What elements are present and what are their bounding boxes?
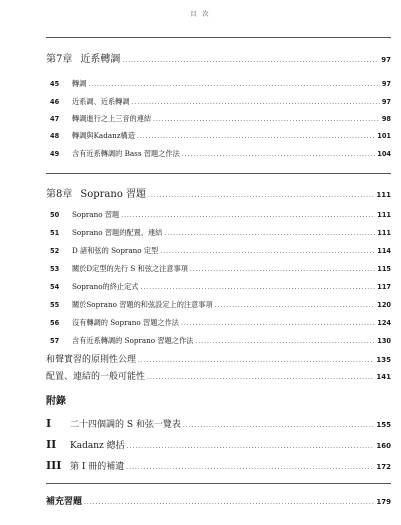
appendix-entry [0, 459, 401, 473]
leader-dots [84, 499, 374, 506]
toc-section-entry [0, 79, 401, 93]
section-number: 52 [50, 247, 60, 255]
page-number: 97 [381, 80, 391, 88]
section-number: 45 [50, 80, 60, 88]
section-title: 沒有轉調的 Soprano 習題之作法 [72, 318, 179, 327]
toc-general-entry [0, 352, 401, 366]
section-number: 53 [50, 265, 60, 273]
chapter-8-entry [0, 185, 401, 199]
page-number: 115 [377, 265, 391, 273]
toc-section-entry [0, 228, 401, 242]
page-number: 130 [377, 337, 391, 345]
page-number: 111 [377, 229, 391, 237]
supplement-entry [0, 494, 401, 508]
section-number: 57 [50, 337, 60, 345]
leader-dots [153, 116, 380, 123]
chapter-label: 第8章 [46, 189, 73, 200]
leader-dots [215, 302, 376, 309]
chapter-label: 第7章 [46, 54, 73, 65]
page-number: 97 [381, 56, 391, 64]
page-number: 98 [381, 115, 391, 123]
leader-dots [195, 338, 375, 345]
toc-section-entry [0, 149, 401, 163]
page-number: 117 [377, 283, 391, 291]
entry-title: Kadanz 總括 [70, 441, 125, 451]
section-number: 49 [50, 150, 60, 158]
appendix-numeral: III [46, 459, 62, 472]
page-number: 111 [377, 211, 391, 219]
section-title: 近系調、近系轉調 [72, 97, 130, 106]
chapter-7-entry [0, 50, 401, 64]
leader-dots [138, 357, 374, 364]
section-title: 關於D定型的先行 S 和弦之注意事項 [72, 264, 188, 273]
appendix-numeral: II [46, 438, 57, 451]
entry-title: 和聲實習的原則性公理 [46, 355, 137, 365]
page-number: 179 [376, 498, 391, 506]
section-number: 50 [50, 211, 60, 219]
page-number: 101 [377, 132, 391, 140]
leader-dots [127, 443, 375, 450]
leader-dots [88, 81, 379, 88]
section-number: 47 [50, 115, 60, 123]
leader-dots [164, 230, 375, 237]
page-number: 120 [377, 301, 391, 309]
page-number: 97 [381, 98, 391, 106]
page-number: 111 [376, 191, 391, 199]
leader-dots [190, 266, 375, 273]
toc-section-entry [0, 336, 401, 350]
appendix-heading: 附錄 [46, 396, 66, 407]
toc-section-entry [0, 264, 401, 278]
divider [46, 173, 391, 174]
chapter-title: Soprano 習題 [80, 189, 147, 200]
section-number: 46 [50, 98, 60, 106]
section-number: 56 [50, 319, 60, 327]
page-number: 104 [377, 150, 391, 158]
entry-title: 二十四個調的 S 和弦一覽表 [70, 420, 181, 430]
running-header: 目 次 [190, 11, 211, 18]
section-number: 55 [50, 301, 60, 309]
toc-section-entry [0, 131, 401, 145]
page-number: 155 [376, 421, 391, 429]
toc-general-entry [0, 369, 401, 383]
divider [46, 483, 391, 484]
toc-section-entry [0, 300, 401, 314]
section-title: 含有近系轉調的 Bass 習題之作法 [72, 149, 180, 158]
page-number: 141 [376, 373, 391, 381]
section-title: D 諸和弦的 Soprano 定型 [72, 246, 159, 255]
toc-section-entry [0, 318, 401, 332]
leader-dots [126, 464, 374, 471]
appendix-entry [0, 438, 401, 452]
appendix-entry [0, 417, 401, 431]
leader-dots [147, 374, 374, 381]
leader-dots [160, 248, 375, 255]
page-number: 172 [376, 463, 391, 471]
section-number: 51 [50, 229, 60, 237]
appendix-numeral: I [46, 417, 52, 430]
section-title: 轉調 [72, 79, 87, 88]
section-title: Soprano 習題 [72, 210, 120, 219]
toc-section-entry [0, 97, 401, 111]
leader-dots [182, 151, 375, 158]
section-title: 關於Soprano 習題的和弦設定上的注意事項 [72, 300, 213, 309]
leader-dots [132, 99, 380, 106]
page-number: 124 [377, 319, 391, 327]
section-title: Soprano 習題的配置、連結 [72, 228, 163, 237]
leader-dots [148, 192, 374, 199]
section-title: Soprano的終止定式 [72, 282, 139, 291]
page-number: 160 [376, 442, 391, 450]
toc-section-entry [0, 246, 401, 260]
section-title: 轉調進行之上三音的連結 [72, 114, 152, 123]
section-title: 轉調與Kadanz構造 [72, 131, 135, 140]
toc-section-entry [0, 210, 401, 224]
leader-dots [140, 284, 375, 291]
toc-section-entry [0, 114, 401, 128]
page-number: 114 [377, 247, 391, 255]
leader-dots [183, 422, 374, 429]
section-title: 含有近系轉調的 Soprano 習題之作法 [72, 336, 194, 345]
toc-section-entry [0, 282, 401, 296]
leader-dots [181, 320, 375, 327]
section-number: 48 [50, 132, 60, 140]
section-number: 54 [50, 283, 60, 291]
leader-dots [137, 133, 375, 140]
entry-title: 第 I 冊的補遺 [70, 462, 125, 472]
divider [46, 37, 391, 38]
chapter-title: 近系轉調 [80, 54, 121, 65]
leader-dots [121, 212, 375, 219]
page-number: 135 [376, 356, 391, 364]
leader-dots [122, 57, 379, 64]
entry-title: 補充習題 [46, 497, 83, 507]
entry-title: 配置、連結的一般可能性 [46, 372, 146, 382]
